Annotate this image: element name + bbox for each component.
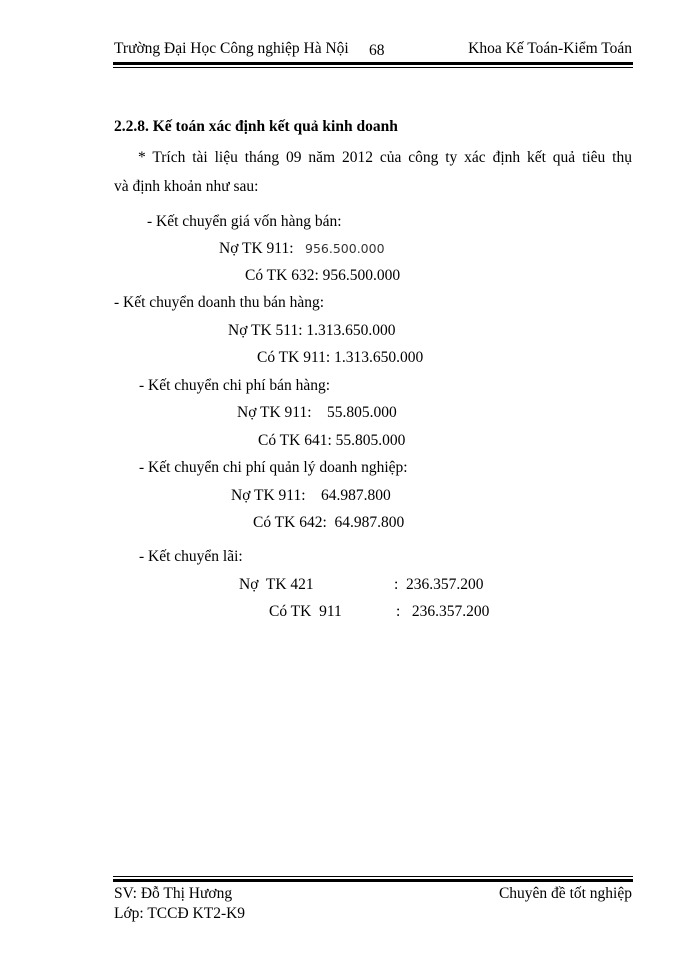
intro-line-2: và định khoản như sau: xyxy=(114,178,259,195)
entry-4-credit: Có TK 642: 64.987.800 xyxy=(253,514,405,531)
entry-2-debit: Nợ TK 511: 1.313.650.000 xyxy=(228,322,396,339)
entry-3-debit: Nợ TK 911: 55.805.000 xyxy=(237,404,397,421)
entry-5-debit-amount: : 236.357.200 xyxy=(394,576,484,593)
footer-doc-type: Chuyên đề tốt nghiệp xyxy=(498,885,632,902)
header-rule-thick xyxy=(113,62,633,65)
footer-rule-thick xyxy=(113,879,633,882)
entry-5-credit-account: Có TK 911 xyxy=(269,603,342,620)
entry-1-heading: - Kết chuyển giá vốn hàng bán: xyxy=(147,213,342,230)
entry-4-heading: - Kết chuyển chi phí quản lý doanh nghiệp: xyxy=(139,459,408,476)
entry-2-heading: - Kết chuyển doanh thu bán hàng: xyxy=(114,294,325,311)
entry-1-debit: Nợ TK 911: xyxy=(219,240,294,257)
entry-3-credit: Có TK 641: 55.805.000 xyxy=(258,432,406,449)
header-school: Trường Đại Học Công nghiệp Hà Nội xyxy=(114,40,349,57)
entry-5-heading: - Kết chuyển lãi: xyxy=(139,548,243,565)
header-page-number: 68 xyxy=(369,42,385,59)
footer-class: Lớp: TCCĐ KT2-K9 xyxy=(114,905,246,922)
footer-rule-thin xyxy=(113,876,633,877)
entry-4-debit: Nợ TK 911: 64.987.800 xyxy=(231,487,391,504)
footer-student: SV: Đỗ Thị Hương xyxy=(114,885,233,902)
intro-line-1: * Trích tài liệu tháng 09 năm 2012 của công ty xác định kết quả tiêu thụ xyxy=(138,149,632,166)
header-department: Khoa Kế Toán-Kiểm Toán xyxy=(468,40,632,57)
entry-5-debit-account: Nợ TK 421 xyxy=(239,576,314,593)
entry-3-heading: - Kết chuyển chi phí bán hàng: xyxy=(139,377,331,394)
header-rule-thin xyxy=(113,67,633,68)
entry-2-credit: Có TK 911: 1.313.650.000 xyxy=(257,349,424,366)
entry-1-debit-amount: 956.500.000 xyxy=(305,241,385,256)
entry-5-credit-amount: : 236.357.200 xyxy=(396,603,490,620)
entry-1-credit: Có TK 632: 956.500.000 xyxy=(245,267,401,284)
section-title: 2.2.8. Kế toán xác định kết quả kinh doanh xyxy=(114,118,398,135)
